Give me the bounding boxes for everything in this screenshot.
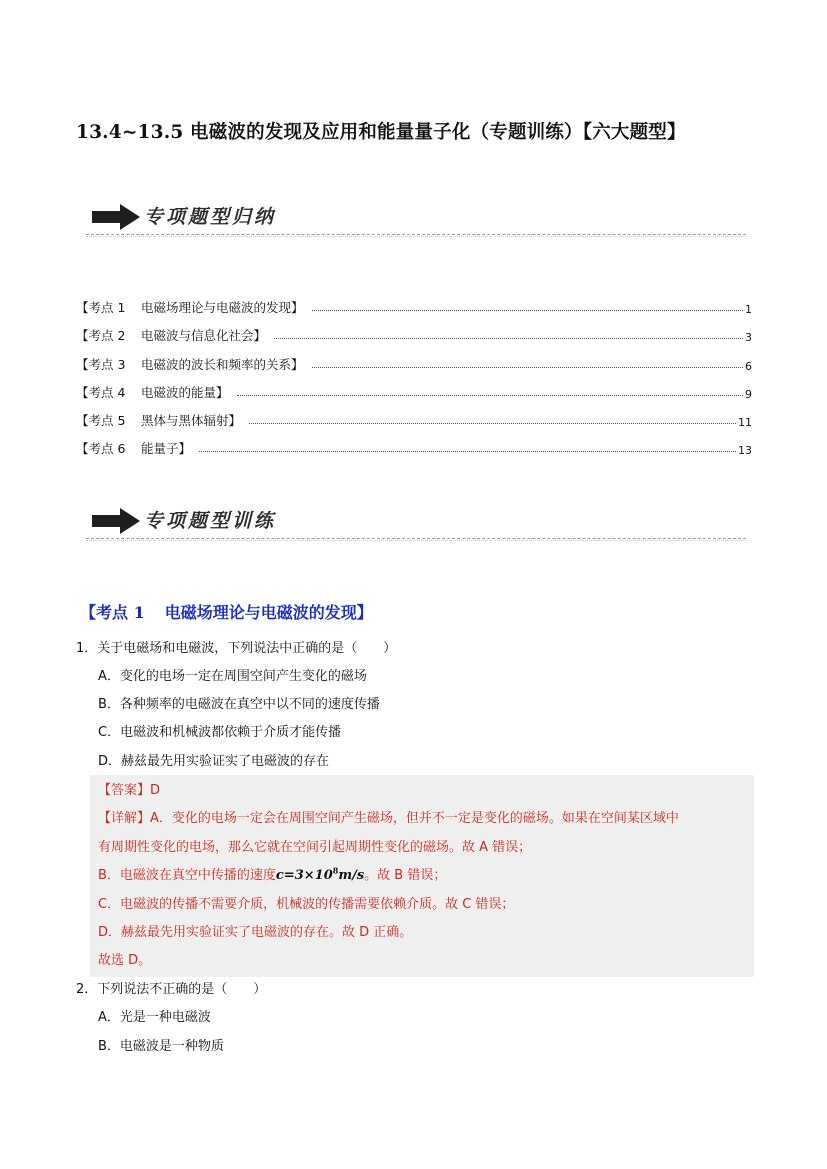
- toc-page: 13: [738, 444, 752, 458]
- detail-line-3: [98, 864, 446, 883]
- detail-line-5: D．赫兹最先用实验证实了电磁波的存在。故 D 正确。: [98, 925, 413, 940]
- arrow-icon: [92, 202, 140, 232]
- speed-formula: [275, 865, 365, 883]
- toc-text: 电磁波的波长和频率的关系】: [141, 356, 304, 372]
- question-2-option-b: B．电磁波是一种物质: [98, 1039, 224, 1054]
- toc-item[interactable]: [76, 429, 752, 457]
- toc-text: 电磁波的能量】: [141, 384, 229, 400]
- toc-page: 9: [745, 387, 752, 401]
- detail-tag: 【详解】: [98, 811, 151, 826]
- banner-title: 专项题型训练: [144, 510, 277, 532]
- formula-exponent: 8: [332, 865, 339, 876]
- section-heading: [80, 600, 373, 623]
- answer-value: D: [150, 783, 161, 798]
- question-2-stem: 2．下列说法不正确的是（ ）: [76, 982, 267, 997]
- detail-line-4: C．电磁波的传播不需要介质，机械波的传播需要依赖介质。故 C 错误；: [98, 897, 515, 912]
- answer-line: [98, 779, 160, 798]
- divider: [86, 538, 746, 539]
- formula-unit: m/s: [338, 868, 365, 883]
- formula-symbol: c: [275, 868, 284, 883]
- detail-text: B．电磁波在真空中传播的速度: [98, 868, 276, 883]
- toc-item[interactable]: [76, 344, 752, 372]
- toc-page: 11: [738, 415, 752, 429]
- toc-leader: [274, 338, 743, 339]
- toc-leader: [249, 423, 736, 424]
- question-2-option-a: A．光是一种电磁波: [98, 1010, 211, 1025]
- toc-item[interactable]: [76, 373, 752, 401]
- toc-item[interactable]: [76, 316, 752, 344]
- divider: [86, 234, 746, 235]
- question-1-option-b: B．各种频率的电磁波在真空中以不同的速度传播: [98, 697, 380, 712]
- detail-text: 。故 B 错误；: [364, 868, 447, 883]
- toc-label: 【考点 5: [76, 412, 126, 428]
- page-title: 13.4~13.5 电磁波的发现及应用和能量量子化（专题训练）【六大题型】: [76, 122, 686, 143]
- divider: [86, 236, 746, 237]
- detail-text: A．变化的电场一定会在周围空间产生磁场，但并不一定是变化的磁场。如果在空间某区域中: [150, 811, 679, 826]
- detail-line-1: [98, 807, 679, 826]
- question-1-option-d: D．赫兹最先用实验证实了电磁波的存在: [98, 754, 330, 769]
- formula-value: =3×10: [283, 868, 333, 883]
- toc-page: 1: [745, 303, 752, 317]
- arrow-icon: [92, 506, 140, 536]
- toc-page: 6: [745, 359, 752, 373]
- toc-text: 电磁场理论与电磁波的发现】: [141, 300, 304, 316]
- toc-label: 【考点 2: [76, 328, 126, 344]
- section-text: 电磁场理论与电磁波的发现】: [164, 603, 373, 622]
- toc-text: 能量子】: [141, 441, 192, 457]
- toc-text: 黑体与黑体辐射】: [141, 412, 242, 428]
- table-of-contents: [76, 288, 752, 457]
- answer-tag: 【答案】: [98, 783, 151, 798]
- toc-label: 【考点 1: [76, 300, 126, 316]
- detail-line-2: 有周期性变化的电场，那么它就在空间引起周期性变化的磁场。故 A 错误；: [98, 840, 532, 855]
- question-1-option-a: A．变化的电场一定在周围空间产生变化的磁场: [98, 669, 367, 684]
- toc-leader: [237, 395, 743, 396]
- detail-line-6: 故选 D。: [98, 953, 152, 968]
- toc-label: 【考点 3: [76, 356, 126, 372]
- toc-leader: [312, 367, 743, 368]
- toc-item[interactable]: [76, 401, 752, 429]
- toc-label: 【考点 4: [76, 384, 126, 400]
- toc-text: 电磁波与信息化社会】: [141, 328, 267, 344]
- question-1-option-c: C．电磁波和机械波都依赖于介质才能传播: [98, 725, 342, 740]
- section-banner-training: [86, 502, 746, 542]
- section-banner-summary: [86, 198, 746, 238]
- divider: [86, 540, 746, 541]
- banner-title: 专项题型归纳: [144, 206, 277, 228]
- toc-label: 【考点 6: [76, 441, 126, 457]
- toc-leader: [312, 310, 743, 311]
- toc-leader: [199, 451, 736, 452]
- toc-page: 3: [745, 331, 752, 345]
- question-1-stem: 1．关于电磁场和电磁波，下列说法中正确的是（ ）: [76, 641, 397, 656]
- toc-item[interactable]: [76, 288, 752, 316]
- section-number: 【考点 1: [80, 603, 145, 622]
